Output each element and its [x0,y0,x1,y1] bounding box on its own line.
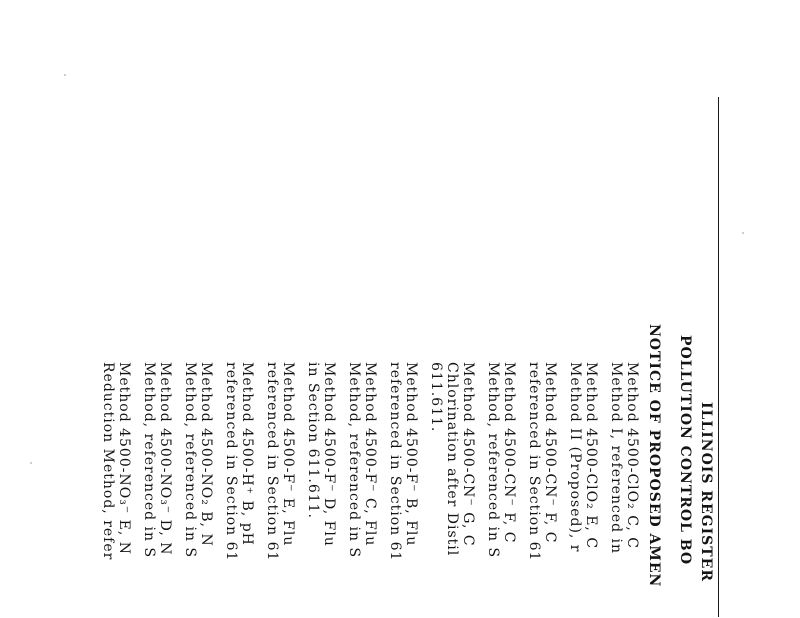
body-line: referenced in Section 61 [387,362,403,562]
body-line: Method, referenced in S [182,362,198,559]
body-line: referenced in Section 61 [264,362,280,562]
body-line: Method 4500-CN⁻ G, C [460,362,476,547]
body-line: Method 4500-ClO₂ E, C [583,362,599,550]
notice-title: NOTICE OF PROPOSED AMEN [646,324,662,588]
body-line: referenced in Section 61 [223,362,239,562]
body-line: Reduction Method, refer [100,362,116,561]
register-title: ILLINOIS REGISTER [698,402,714,582]
body-line: Method 4500-CN⁻ F, C [501,362,517,544]
body-line: Method 4500-NO₂ B, N [198,362,214,547]
body-line: Chlorination after Distil [444,362,460,557]
body-line: Method 4500-H⁺ B, pH [239,362,255,546]
body-line: Method, referenced in S [141,362,157,559]
body-line: in Section 611.611. [305,362,321,520]
header-rule [718,97,719,617]
body-line: Method 4500-F⁻ D, Flu [321,362,337,547]
body-line: Method 4500-F⁻ B, Flu [403,362,419,547]
scan-speck [742,232,744,234]
body-line: Method 4500-NO₃⁻ E, N [116,362,132,556]
body-line: Method 4500-F⁻ C, Flu [362,362,378,547]
body-line: Method I, referenced in [608,362,624,555]
body-line: Method 4500-NO₃⁻ D, N [157,362,173,556]
body-line: Method 4500-ClO₂ C, C [624,362,640,550]
body-line: Method, referenced in S [346,362,362,559]
body-line: referenced in Section 61 [526,362,542,562]
scan-speck [30,462,32,464]
body-line: 611.611. [428,362,444,433]
rotated-document-text [79,97,719,617]
board-title: POLLUTION CONTROL BO [677,335,693,566]
body-line: Method 4500-F⁻ E, Flu [280,362,296,547]
body-line: Method 4500-CN⁻ F, C [542,362,558,544]
body-line: Method II (Proposed), r [567,362,583,553]
body-line: Method, referenced in S [485,362,501,559]
scan-speck [64,74,66,76]
